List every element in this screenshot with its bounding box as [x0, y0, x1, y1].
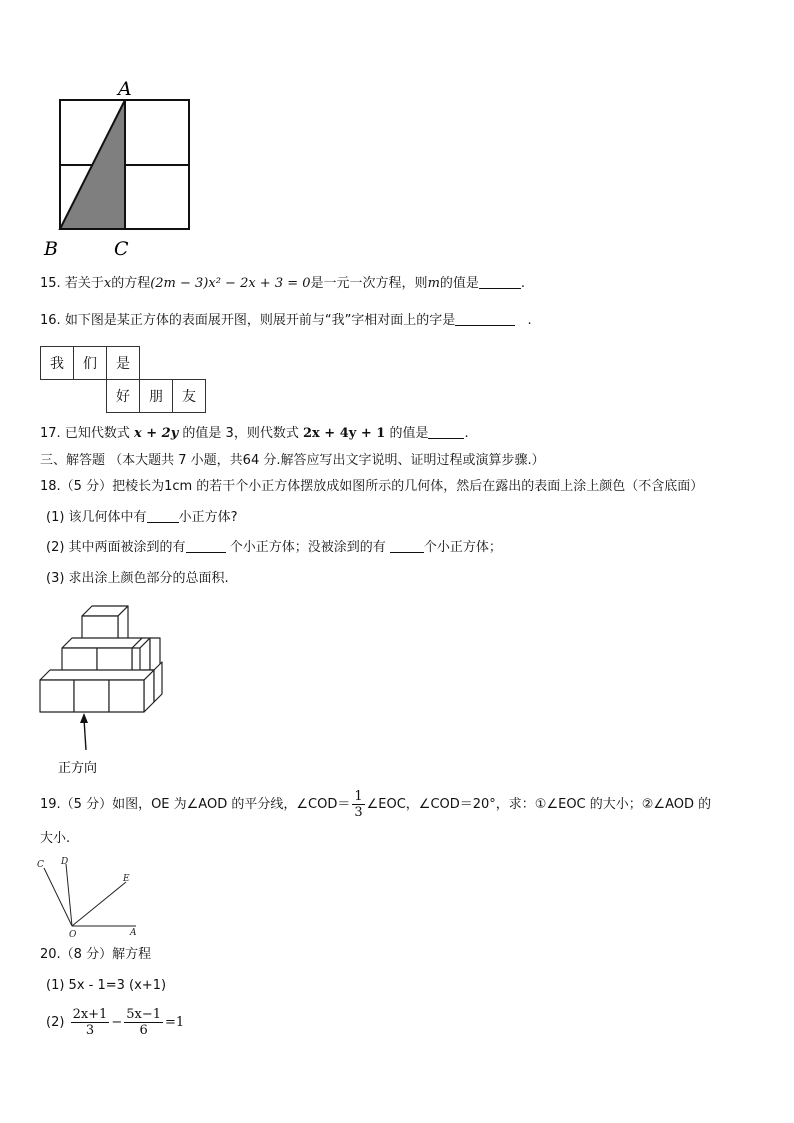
- direction-label: 正方向: [58, 761, 98, 776]
- cube-net: [40, 346, 206, 413]
- answer-blank[interactable]: [428, 424, 464, 439]
- point-label-d: D: [61, 857, 69, 867]
- net-cell: 们: [74, 347, 107, 380]
- figure-label-a: A: [118, 78, 132, 100]
- answer-blank[interactable]: [455, 311, 515, 326]
- question-17: 17. 已知代数式 x + 2y 的值是 3，则代数式 2x + 4y + 1 的值是 .: [40, 426, 469, 441]
- question-number: 17.: [40, 426, 61, 441]
- fraction: $\frac{1}{3}$: [354, 789, 363, 820]
- answer-blank[interactable]: [390, 538, 424, 553]
- net-cell: 朋: [140, 380, 173, 413]
- net-cell: 好: [107, 380, 140, 413]
- question-14-figure: [40, 78, 200, 263]
- fraction: $\frac{2x+1}{3}$: [72, 1007, 108, 1038]
- question-18-part-2: (2) 其中两面被涂到的有 个小正方体；没被涂到的有 个小正方体；: [46, 540, 502, 555]
- angle-figure: [32, 854, 148, 940]
- question-20-part-2: (2) $\frac{2x+1}{3}$ − $\frac{5x-1}{6}$ =1: [46, 1007, 185, 1038]
- answer-blank[interactable]: [479, 274, 521, 289]
- net-cell: 我: [41, 347, 74, 380]
- question-19-cont: 大小.: [40, 831, 71, 846]
- equation: (2m − 3)x² − 2x + 3 = 0: [150, 276, 311, 291]
- net-cell: 是: [107, 347, 140, 380]
- fraction: $\frac{5x-1}{6}$: [126, 1007, 162, 1038]
- figure-label-c: C: [114, 238, 129, 260]
- question-18-part-1: (1) 该几何体中有 小正方体?: [46, 510, 238, 525]
- question-number: 15.: [40, 276, 61, 291]
- question-16: 16. 如下图是某正方体的表面展开图，则展开前与“我”字相对面上的字是 .: [40, 313, 532, 328]
- question-20-heading: 20.（8 分）解方程: [40, 947, 152, 962]
- question-19: 19.（5 分）如图，OE 为∠AOD 的平分线，∠COD＝ $\frac{1}{3}$ ∠EOC，∠COD＝20°，求：①∠EOC 的大小；②∠AOD 的: [40, 789, 712, 820]
- answer-blank[interactable]: [186, 538, 226, 553]
- question-number: 16.: [40, 313, 61, 328]
- point-label-o: O: [69, 930, 77, 940]
- question-15: 15. 若关于x的方程(2m − 3)x² − 2x + 3 = 0是一元一次方程，则m的值是 .: [40, 276, 526, 291]
- question-18-part-3: (3) 求出涂上颜色部分的总面积.: [46, 571, 229, 586]
- net-cell: 友: [173, 380, 206, 413]
- figure-label-b: B: [44, 238, 58, 260]
- cube-structure-figure: [36, 600, 166, 780]
- point-label-a: A: [130, 928, 137, 938]
- section-heading: 三、解答题 （本大题共 7 小题，共64 分.解答应写出文字说明、证明过程或演算步骤.）: [40, 453, 545, 468]
- point-label-e: E: [123, 874, 130, 884]
- question-20-part-1: (1) 5x - 1=3 (x+1): [46, 978, 167, 993]
- question-18-heading: 18.（5 分）把棱长为1cm 的若干个小正方体摆放成如图所示的几何体，然后在露出的表面上涂上颜色（不含底面）: [40, 479, 704, 494]
- answer-blank[interactable]: [147, 508, 179, 523]
- point-label-c: C: [37, 860, 44, 870]
